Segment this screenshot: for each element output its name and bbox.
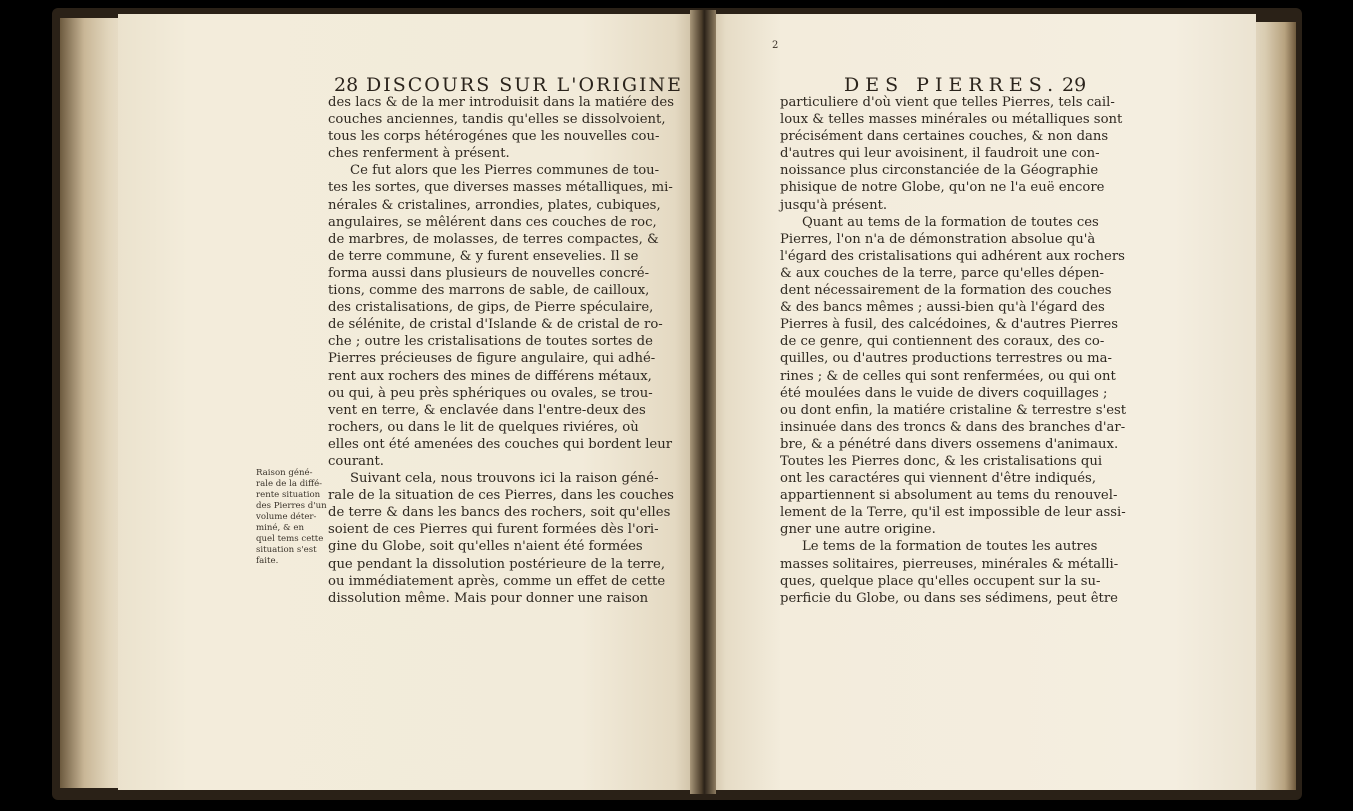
text-line: Suivant cela, nous trouvons ici la raison géné- bbox=[350, 471, 659, 487]
text-line: tes les sortes, que diverses masses métalliques, mi- bbox=[328, 180, 673, 196]
text-line: Le tems de la formation de toutes les autres bbox=[802, 539, 1098, 555]
text-line: Toutes les Pierres donc, & les cristalisations qui bbox=[780, 453, 1103, 469]
text-line: Pierres précieuses de figure angulaire, qui adhé- bbox=[328, 351, 656, 367]
text-line: & aux couches de la terre, parce qu'elles dépen- bbox=[780, 265, 1104, 281]
text-line: bre, & a pénétré dans divers ossemens d'animaux. bbox=[780, 436, 1119, 452]
margin-note-line: miné, & en bbox=[256, 523, 304, 533]
text-line: insinuée dans des troncs & dans des branches d'ar- bbox=[780, 419, 1126, 435]
margin-note-line: rale de la diffé- bbox=[256, 479, 323, 489]
margin-note-line: quel tems cette bbox=[256, 534, 324, 544]
text-line: l'égard des cristalisations qui adhérent aux rochers bbox=[780, 248, 1125, 264]
text-line: forma aussi dans plusieurs de nouvelles concré- bbox=[328, 265, 650, 281]
left-page-number: 28 bbox=[334, 74, 359, 96]
text-line: Ce fut alors que les Pierres communes de tou- bbox=[350, 163, 660, 179]
text-line: rale de la situation de ces Pierres, dans les couches bbox=[328, 488, 674, 504]
text-line: rines ; & de celles qui sont renfermées, ou qui ont bbox=[780, 368, 1116, 384]
text-line: ou immédiatement après, comme un effet de cette bbox=[328, 573, 666, 589]
text-line: perficie du Globe, ou dans ses sédimens, peut être bbox=[780, 590, 1118, 606]
text-line: dent nécessairement de la formation des couches bbox=[780, 283, 1112, 299]
text-line: jusqu'à présent. bbox=[780, 197, 888, 213]
text-line: loux & telles masses minérales ou métalliques sont bbox=[780, 112, 1123, 128]
text-line: particuliere d'où vient que telles Pierres, tels cail- bbox=[780, 95, 1115, 110]
text-line: rent aux rochers des mines de différens métaux, bbox=[328, 368, 652, 384]
text-line: vent en terre, & enclavée dans l'entre-deux des bbox=[328, 402, 646, 418]
text-line: ques, quelque place qu'elles occupent sur la su- bbox=[780, 573, 1101, 589]
text-line: dissolution même. Mais pour donner une raison bbox=[328, 590, 649, 606]
right-page-number: 29 bbox=[1062, 74, 1087, 96]
left-running-head: DISCOURS SUR L'ORIGINE bbox=[366, 74, 684, 96]
text-line: Pierres, l'on n'a de démonstration absolue qu'à bbox=[780, 231, 1096, 247]
margin-note bbox=[256, 468, 327, 567]
text-line: tous les corps hétérogénes que les nouvelles cou- bbox=[328, 129, 660, 145]
text-line: phisique de notre Globe, qu'on ne l'a euë encore bbox=[780, 180, 1105, 196]
text-line: elles ont été amenées des couches qui bordent leur bbox=[328, 436, 673, 452]
right-page-text bbox=[780, 94, 1127, 607]
margin-note-line: faite. bbox=[256, 556, 279, 566]
margin-note-line: rente situation bbox=[256, 490, 321, 500]
text-line: nérales & cristalines, arrondies, plates, cubiques, bbox=[328, 197, 661, 213]
text-line: ont les caractéres qui viennent d'être indiqués, bbox=[780, 471, 1097, 487]
text-line: de ce genre, qui contiennent des coraux, des co- bbox=[780, 334, 1105, 350]
text-line: des cristalisations, de gips, de Pierre spéculaire, bbox=[328, 300, 654, 316]
text-line: que pendant la dissolution postérieure de la terre, bbox=[328, 556, 666, 572]
text-line: gner une autre origine. bbox=[780, 522, 936, 538]
margin-note-line: situation s'est bbox=[256, 545, 317, 555]
text-line: d'autres qui leur avoisinent, il faudroit une con- bbox=[780, 146, 1100, 162]
book-gutter bbox=[690, 10, 716, 794]
text-line: lement de la Terre, qu'il est impossible de leur assi- bbox=[780, 505, 1126, 521]
text-line: des lacs & de la mer introduisit dans la matiére des bbox=[328, 95, 674, 110]
text-line: & des bancs mêmes ; aussi-bien qu'à l'égard des bbox=[780, 300, 1105, 316]
text-line: masses solitaires, pierreuses, minérales & métalli- bbox=[780, 556, 1119, 572]
text-line: quilles, ou d'autres productions terrestres ou ma- bbox=[780, 351, 1112, 367]
text-line: noissance plus circonstanciée de la Géographie bbox=[780, 163, 1099, 179]
text-line: couches anciennes, tandis qu'elles se dissolvoient, bbox=[328, 112, 666, 128]
text-line: tions, comme des marrons de sable, de cailloux, bbox=[328, 283, 650, 299]
text-line: de terre & dans les bancs des rochers, soit qu'elles bbox=[328, 505, 671, 521]
text-line: soient de ces Pierres qui furent formées dès l'ori- bbox=[328, 522, 659, 538]
text-line: courant. bbox=[328, 453, 384, 469]
right-running-head: DES PIERRES. bbox=[844, 74, 1060, 96]
text-line: de marbres, de molasses, de terres compactes, & bbox=[328, 231, 659, 247]
text-line: de terre commune, & y furent ensevelies. Il se bbox=[328, 248, 639, 264]
text-line: che ; outre les cristalisations de toutes sortes de bbox=[328, 334, 653, 350]
margin-note-line: des Pierres d'un bbox=[256, 501, 327, 511]
text-line: ou qui, à peu près sphériques ou ovales, se trou- bbox=[328, 385, 653, 401]
signature-mark: 2 bbox=[772, 40, 779, 51]
text-line: ches renferment à présent. bbox=[328, 146, 510, 162]
margin-note-line: volume déter- bbox=[256, 512, 317, 522]
text-line: rochers, ou dans le lit de quelques riviéres, où bbox=[328, 419, 639, 435]
text-line: Pierres à fusil, des calcédoines, & d'autres Pierres bbox=[780, 317, 1118, 333]
text-line: angulaires, se mêlérent dans ces couches de roc, bbox=[328, 214, 657, 230]
margin-note-line: Raison géné- bbox=[256, 468, 313, 478]
text-line: gine du Globe, soit qu'elles n'aient été formées bbox=[328, 539, 643, 555]
text-line: ou dont enfin, la matiére cristaline & terrestre s'est bbox=[780, 402, 1127, 418]
left-page-text bbox=[328, 94, 674, 607]
text-line: de sélénite, de cristal d'Islande & de cristal de ro- bbox=[328, 317, 663, 333]
text-line: précisément dans certaines couches, & non dans bbox=[780, 129, 1109, 145]
text-line: été moulées dans le vuide de divers coquillages ; bbox=[780, 385, 1108, 401]
text-line: appartiennent si absolument au tems du renouvel- bbox=[780, 488, 1118, 504]
text-line: Quant au tems de la formation de toutes ces bbox=[802, 214, 1099, 230]
